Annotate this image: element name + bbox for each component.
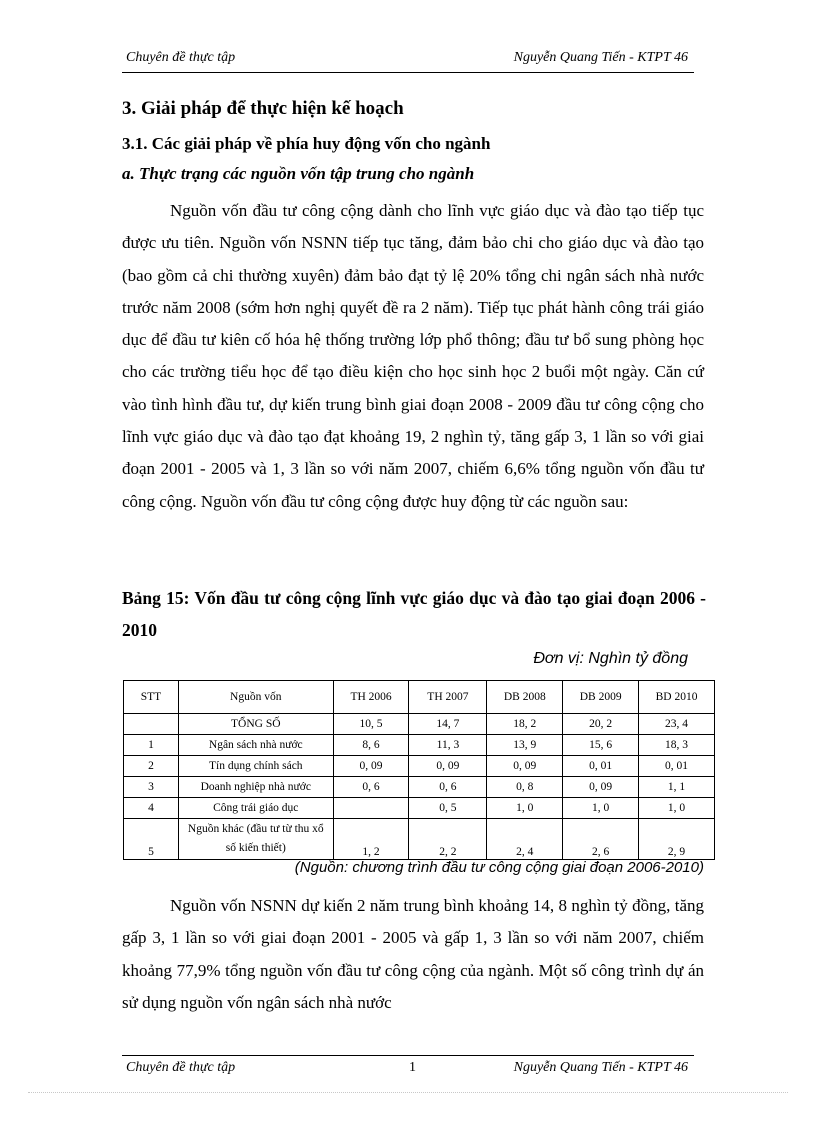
- table-cell: Tín dụng chính sách: [178, 756, 333, 777]
- table-cell: 0, 6: [333, 777, 409, 798]
- table-cell: 1: [124, 735, 179, 756]
- footer-rule: [122, 1055, 694, 1056]
- header-cell: TH 2006: [333, 681, 409, 714]
- table-cell: 8, 6: [333, 735, 409, 756]
- table-cell: 4: [124, 798, 179, 819]
- table-row: [124, 756, 715, 777]
- table-cell: 1, 0: [563, 798, 639, 819]
- footer-right-text: Nguyễn Quang Tiến - KTPT 46: [513, 1060, 688, 1075]
- table-row: [124, 777, 715, 798]
- table-cell: 0, 01: [563, 756, 639, 777]
- table-cell: 20, 2: [563, 714, 639, 735]
- unit-note: Đơn vị: Nghìn tỷ đồng: [533, 650, 688, 667]
- table-cell: 5: [124, 819, 179, 860]
- page-edge-divider: [28, 1092, 788, 1093]
- table-cell: 0, 6: [409, 777, 487, 798]
- table-cell: Ngân sách nhà nước: [178, 735, 333, 756]
- page-footer: [122, 1060, 694, 1078]
- table-cell: 0, 09: [563, 777, 639, 798]
- table-cell: 15, 6: [563, 735, 639, 756]
- table-cell: 14, 7: [409, 714, 487, 735]
- table-cell: 1, 0: [639, 798, 715, 819]
- table-cell: 13, 9: [487, 735, 563, 756]
- table-cell: 10, 5: [333, 714, 409, 735]
- table-cell: Công trái giáo dục: [178, 798, 333, 819]
- table-cell: 2, 9: [639, 819, 715, 860]
- paragraph-1: Nguồn vốn đầu tư công cộng dành cho lĩnh vực giáo dục và đào tạo tiếp tục được ưu tiên. Nguồn vốn NSNN tiếp tục tăng, đảm bảo chi cho giáo dục và đào tạo (bao gồm cả chi thường xuyên) đảm bảo đạt tỷ lệ 20% tổng chi ngân sách nhà nước trước năm 2008 (sớm hơn nghị quyết đề ra 2 năm). Tiếp tục phát hành công trái giáo dục để đầu tư kiên cố hóa hệ thống trường lớp phổ thông; đầu tư bổ sung phòng học cho các trường tiểu học để tạo điều kiện cho học sinh học 2 buổi một ngày. Căn cứ vào tình hình đầu tư, dự kiến trung bình giai đoạn 2008 - 2009 đầu tư công cộng cho lĩnh vực giáo dục và đào tạo đạt khoảng 19, 2 nghìn tỷ, tăng gấp 3, 1 lần so với giai đoạn 2001 - 2005 và 1, 3 lần so với năm 2007, chiếm 6,6% tổng nguồn vốn đầu tư công cộng. Nguồn vốn đầu tư công cộng được huy động từ các nguồn sau:: [122, 201, 704, 511]
- table-cell: 3: [124, 777, 179, 798]
- page-header: [122, 50, 694, 68]
- table-cell: 2, 4: [487, 819, 563, 860]
- subsection-heading: 3.1. Các giải pháp về phía huy động vốn cho ngành: [122, 134, 491, 153]
- table-row: [124, 714, 715, 735]
- table-cell: 0, 09: [409, 756, 487, 777]
- header-cell: TH 2007: [409, 681, 487, 714]
- table-cell: 2: [124, 756, 179, 777]
- item-heading: a. Thực trạng các nguồn vốn tập trung cho ngành: [122, 164, 475, 183]
- table-cell: 0, 09: [333, 756, 409, 777]
- table-cell: 0, 8: [487, 777, 563, 798]
- table-cell: 0, 5: [409, 798, 487, 819]
- table-cell: 2, 6: [563, 819, 639, 860]
- table-cell: 11, 3: [409, 735, 487, 756]
- table-cell: 23, 4: [639, 714, 715, 735]
- header-cell: DB 2009: [563, 681, 639, 714]
- footer-left-text: Chuyên đề thực tập: [126, 1060, 236, 1075]
- table-cell: [333, 798, 409, 819]
- table-cell: [124, 714, 179, 735]
- header-rule: [122, 72, 694, 73]
- table-cell: 1, 2: [333, 819, 409, 860]
- table-cell: Nguồn khác (đầu tư từ thu xổ số kiến thiết): [178, 819, 333, 860]
- table-row: [124, 819, 715, 860]
- table-cell: 0, 09: [487, 756, 563, 777]
- page-number: 1: [409, 1060, 416, 1075]
- table-cell: 1, 0: [487, 798, 563, 819]
- header-cell: STT: [124, 681, 179, 714]
- table-caption: Bảng 15: Vốn đầu tư công cộng lĩnh vực giáo dục và đào tạo giai đoạn 2006 - 2010: [122, 588, 706, 640]
- header-left-text: Chuyên đề thực tập: [126, 50, 236, 65]
- header-cell: DB 2008: [487, 681, 563, 714]
- table-cell: 2, 2: [409, 819, 487, 860]
- table-header-row: [124, 681, 715, 714]
- table-cell: 0, 01: [639, 756, 715, 777]
- section-heading: 3. Giải pháp để thực hiện kế hoạch: [122, 98, 404, 119]
- table-cell: 1, 1: [639, 777, 715, 798]
- table-cell: TỔNG SỐ: [178, 714, 333, 735]
- table-row: [124, 735, 715, 756]
- table-cell: 18, 2: [487, 714, 563, 735]
- table-row: [124, 798, 715, 819]
- table-cell: 18, 3: [639, 735, 715, 756]
- header-right-text: Nguyễn Quang Tiến - KTPT 46: [513, 50, 688, 65]
- investment-table: [123, 680, 715, 860]
- header-cell: Nguồn vốn: [178, 681, 333, 714]
- paragraph-2: Nguồn vốn NSNN dự kiến 2 năm trung bình khoảng 14, 8 nghìn tỷ đồng, tăng gấp 3, 1 lần so với giai đoạn 2001 - 2005 và gấp 1, 3 lần so với năm 2007, chiếm khoảng 77,9% tổng nguồn vốn đầu tư công cộng của ngành. Một số công trình dự án sử dụng nguồn vốn ngân sách nhà nước: [122, 896, 704, 1012]
- table-cell: Doanh nghiệp nhà nước: [178, 777, 333, 798]
- source-note: (Nguồn: chương trình đầu tư công cộng giai đoạn 2006-2010): [294, 859, 704, 876]
- header-cell: BD 2010: [639, 681, 715, 714]
